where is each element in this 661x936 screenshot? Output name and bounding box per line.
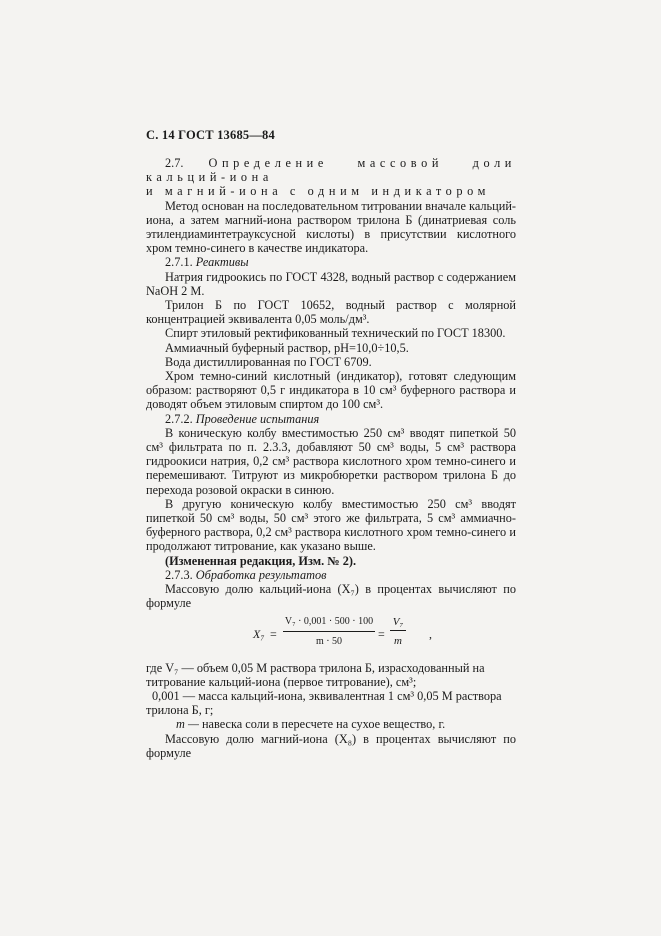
section-number: 2.7.1.	[165, 255, 193, 270]
formula-x7	[146, 615, 516, 659]
section-title-line1: Определение массовой доли кальций-иона	[146, 156, 516, 185]
formula-fraction-2	[390, 615, 406, 648]
definition-cont: трилона Б, г;	[146, 703, 214, 718]
definition-term: 0,001 —	[152, 688, 196, 703]
calc-intro: Массовую долю кальций-иона (X₇) в процентах вычисляют по формуле	[146, 582, 516, 611]
procedure-paragraph: В другую коническую колбу вместимостью 250 см³ вводят пипеткой 50 см³ воды, 50 см³ этого же фильтрата, 5 см³ аммиачно-буферного раствора, 0,2 см³ раствора кислотного хром темно-синего и продолжают титрование, как указано выше.	[146, 496, 516, 554]
fraction-denominator: m · 50	[315, 635, 343, 647]
calc-intro-2: Массовую долю магний-иона (X₈) в процентах вычисляют по формуле	[146, 731, 516, 760]
section-2-7-1-heading	[146, 255, 516, 269]
section-title: Реактивы	[195, 255, 249, 270]
fraction-numerator: V₇ · 0,001 · 500 · 100	[283, 615, 375, 632]
method-intro: Метод основан на последовательном титровании вначале кальций-иона, а затем магний-иона раствором трилона Б (динатриевая соль этилендиаминтетрауксусной кислоты) в присутствии кислотного хром темно-синего в качестве индикатора.	[146, 198, 516, 256]
variable-definitions	[146, 661, 516, 732]
definition-term: m —	[176, 717, 199, 732]
definition-cont: титрование кальций-иона (первое титрование), см³;	[146, 674, 417, 689]
formula-equals: =	[378, 626, 385, 641]
fraction-numerator: V₇	[390, 615, 406, 631]
formula-equals: =	[270, 626, 277, 641]
section-title: Проведение испытания	[195, 411, 320, 426]
section-2-7-2-heading	[146, 412, 516, 426]
reagent-item: Вода дистиллированная по ГОСТ 6709.	[165, 354, 372, 369]
procedure-paragraph: В коническую колбу вместимостью 250 см³ вводят пипеткой 50 см³ фильтрата по п. 2.3.3, добавляют 50 см³ воды, 5 см³ раствора гидроокиси натрия, 0,2 см³ раствора кислотного хром темно-синего и перемешивают. Титруют из микробюретки раствором трилона Б до перехода розовой окраски в синюю.	[146, 425, 516, 497]
amendment-note: (Измененная редакция, Изм. № 2).	[165, 553, 357, 568]
reagent-item: Трилон Б по ГОСТ 10652, водный раствор с молярной концентрацией эквивалента 0,05 моль/дм³.	[146, 298, 516, 327]
formula-fraction-1	[283, 615, 375, 649]
definition-desc: масса кальций-иона, эквивалентная 1 см³ 0,05 М раствора	[198, 688, 502, 703]
section-number: 2.7.3.	[165, 567, 193, 582]
reagent-item: Хром темно-синий кислотный (индикатор), готовят следующим образом: растворяют 0,5 г индикатора в 10 см³ буферного раствора и доводят объем этиловым спиртом до 100 см³.	[146, 369, 516, 412]
formula-comma: ,	[429, 626, 432, 641]
definition-row	[152, 689, 516, 703]
section-2-7-heading	[146, 156, 516, 184]
definition-row	[146, 661, 516, 675]
document-body	[146, 156, 516, 760]
formula-lhs: X₇	[253, 626, 265, 641]
section-title-line2: и магний-иона с одним индикатором	[146, 184, 491, 199]
reagent-item: Спирт этиловый ректификованный технический по ГОСТ 18300.	[165, 326, 506, 341]
section-title: Обработка результатов	[195, 567, 327, 582]
section-2-7-3-heading	[146, 568, 516, 582]
fraction-denominator: m	[394, 634, 402, 647]
definition-desc: объем 0,05 М раствора трилона Б, израсходованный на	[196, 660, 485, 675]
section-2-7-heading-cont	[146, 184, 516, 198]
reagent-item: Натрия гидроокись по ГОСТ 4328, водный раствор с содержанием NaOH 2 М.	[146, 269, 516, 298]
definition-desc: навеска соли в пересчете на сухое вещество, г.	[201, 717, 446, 732]
reagent-item: Аммиачный буферный раствор, рН=10,0÷10,5.	[165, 340, 409, 355]
definition-row	[176, 717, 516, 731]
definition-where: где	[146, 660, 163, 675]
section-number: 2.7.	[165, 156, 184, 170]
definition-term: V₇ —	[165, 660, 194, 675]
section-number: 2.7.2.	[165, 411, 193, 426]
page-header: С. 14 ГОСТ 13685—84	[146, 128, 275, 142]
